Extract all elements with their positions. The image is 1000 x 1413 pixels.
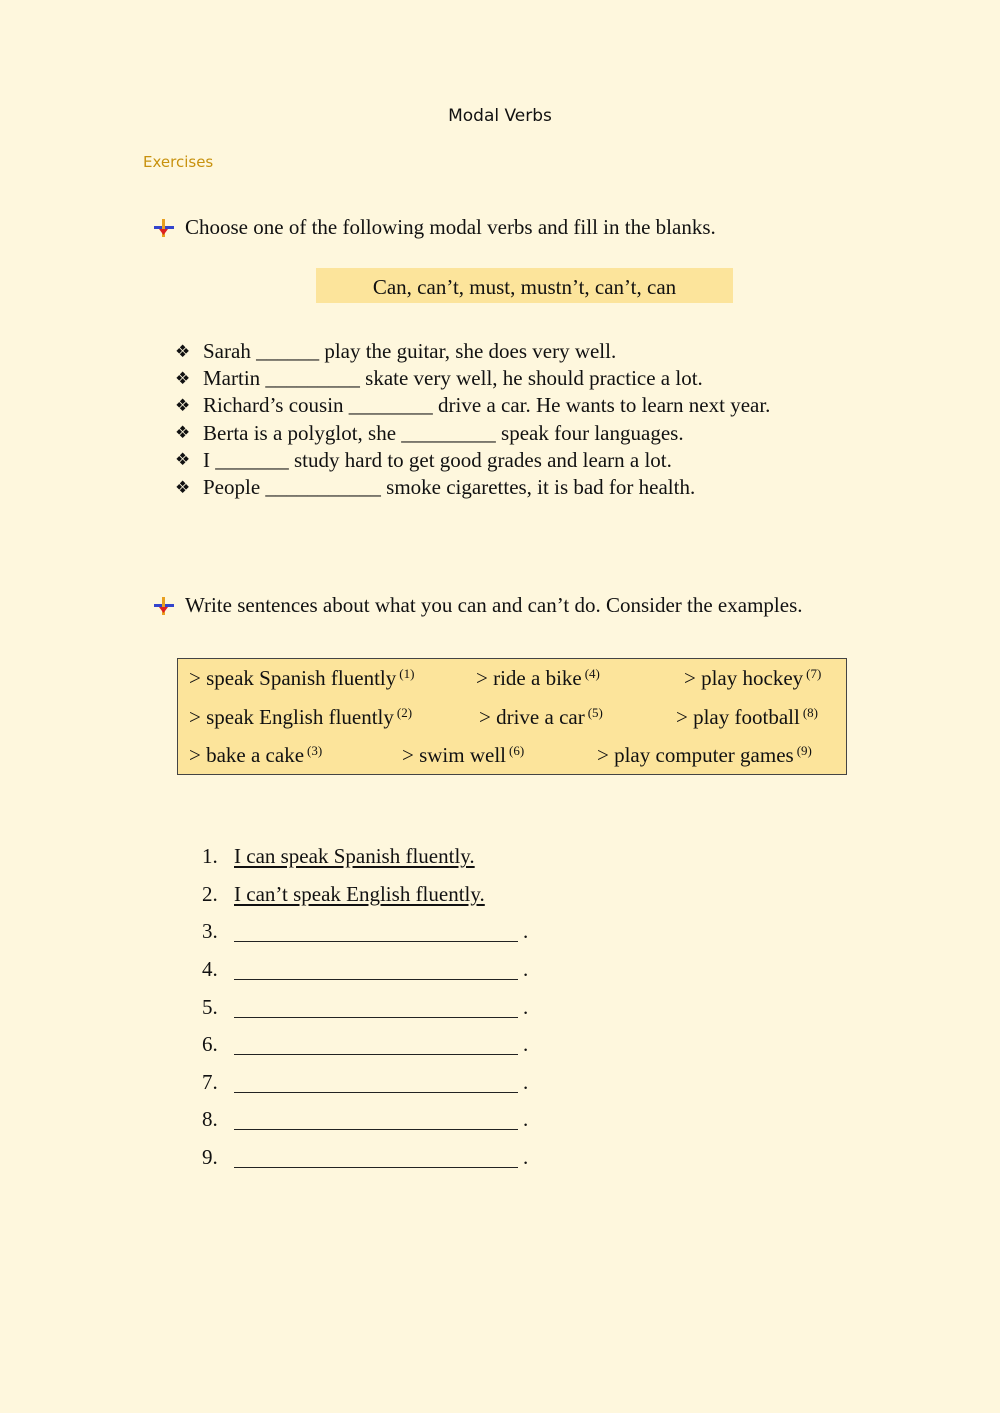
exercise-1-instruction: [153, 215, 716, 240]
exercise-2-instruction: [153, 593, 803, 618]
answer-number: 4.: [202, 957, 218, 982]
arrow-down-bullet-icon: [153, 596, 175, 616]
option-item: > play football $^{(8)}$: [676, 705, 818, 729]
section-subtitle: Exercises: [143, 153, 214, 171]
answer-row: 9. .: [202, 1145, 529, 1170]
list-item: [175, 420, 770, 447]
diamond-bullet-icon: ❖: [175, 341, 191, 361]
list-item: [175, 474, 770, 501]
option-item: > play computer games $^{(9)}$: [597, 743, 812, 767]
sentence-text: Berta is a polyglot, she _________ speak four languages.: [203, 420, 684, 445]
answer-blank[interactable]: [234, 997, 518, 1018]
answer-number: 7.: [202, 1069, 218, 1094]
answer-row: 8. .: [202, 1107, 529, 1132]
list-item: [175, 392, 770, 419]
list-item: [175, 338, 770, 365]
answer-row: [202, 876, 528, 914]
answer-example: I can’t speak English fluently.: [234, 881, 485, 906]
answer-number: 3.: [202, 919, 218, 944]
answer-number: 9.: [202, 1145, 218, 1170]
word-bank: Can, can’t, must, mustn’t, can’t, can: [316, 268, 733, 303]
options-box: [177, 658, 847, 775]
exercise-1-instruction-text: Choose one of the following modal verbs and fill in the blanks.: [185, 215, 716, 239]
answer-number: 6.: [202, 1032, 218, 1057]
diamond-bullet-icon: ❖: [175, 477, 191, 497]
answer-number: 5.: [202, 994, 218, 1019]
option-item: > drive a car $^{(5)}$: [479, 705, 603, 729]
answer-row: 7. .: [202, 1069, 529, 1094]
answer-blank[interactable]: [234, 1109, 518, 1130]
option-item: > speak Spanish fluently $^{(1)}$: [189, 666, 415, 690]
list-item: [175, 447, 770, 474]
option-item: > speak English fluently $^{(2)}$: [189, 705, 413, 729]
sentence-text: Richard’s cousin ________ drive a car. He wants to learn next year.: [203, 393, 771, 418]
diamond-bullet-icon: ❖: [175, 368, 191, 388]
answer-blank[interactable]: [234, 921, 518, 942]
answer-blank[interactable]: [234, 1072, 518, 1093]
option-item: > ride a bike $^{(4)}$: [476, 666, 600, 690]
diamond-bullet-icon: ❖: [175, 423, 191, 443]
answer-number: 8.: [202, 1107, 218, 1132]
sentence-text: People ___________ smoke cigarettes, it is bad for health.: [203, 475, 696, 500]
answer-row: 4. .: [202, 957, 529, 982]
exercise-2-instruction-text: Write sentences about what you can and can’t do. Consider the examples.: [185, 593, 803, 617]
option-item: > play hockey $^{(7)}$: [684, 666, 822, 690]
diamond-bullet-icon: ❖: [175, 395, 191, 415]
option-item: > swim well $^{(6)}$: [402, 743, 525, 767]
answer-blank[interactable]: [234, 1147, 518, 1168]
answer-example: I can speak Spanish fluently.: [234, 844, 475, 869]
option-item: > bake a cake $^{(3)}$: [189, 743, 323, 767]
answer-row: [202, 838, 528, 876]
answer-list: [202, 838, 528, 1176]
fill-in-list: [175, 338, 770, 501]
page-title: Modal Verbs: [448, 106, 552, 126]
arrow-down-bullet-icon: [153, 218, 175, 238]
list-item: [175, 365, 770, 392]
sentence-text: Sarah ______ play the guitar, she does very well.: [203, 339, 617, 364]
answer-number: 2.: [202, 881, 218, 906]
answer-blank[interactable]: [234, 959, 518, 980]
answer-row: 3. .: [202, 919, 529, 944]
sentence-text: I _______ study hard to get good grades and learn a lot.: [203, 447, 672, 472]
answer-row: 5. .: [202, 994, 529, 1019]
diamond-bullet-icon: ❖: [175, 450, 191, 470]
answer-blank[interactable]: [234, 1034, 518, 1055]
answer-number: 1.: [202, 844, 218, 869]
answer-row: 6. .: [202, 1032, 529, 1057]
sentence-text: Martin _________ skate very well, he should practice a lot.: [203, 366, 703, 391]
